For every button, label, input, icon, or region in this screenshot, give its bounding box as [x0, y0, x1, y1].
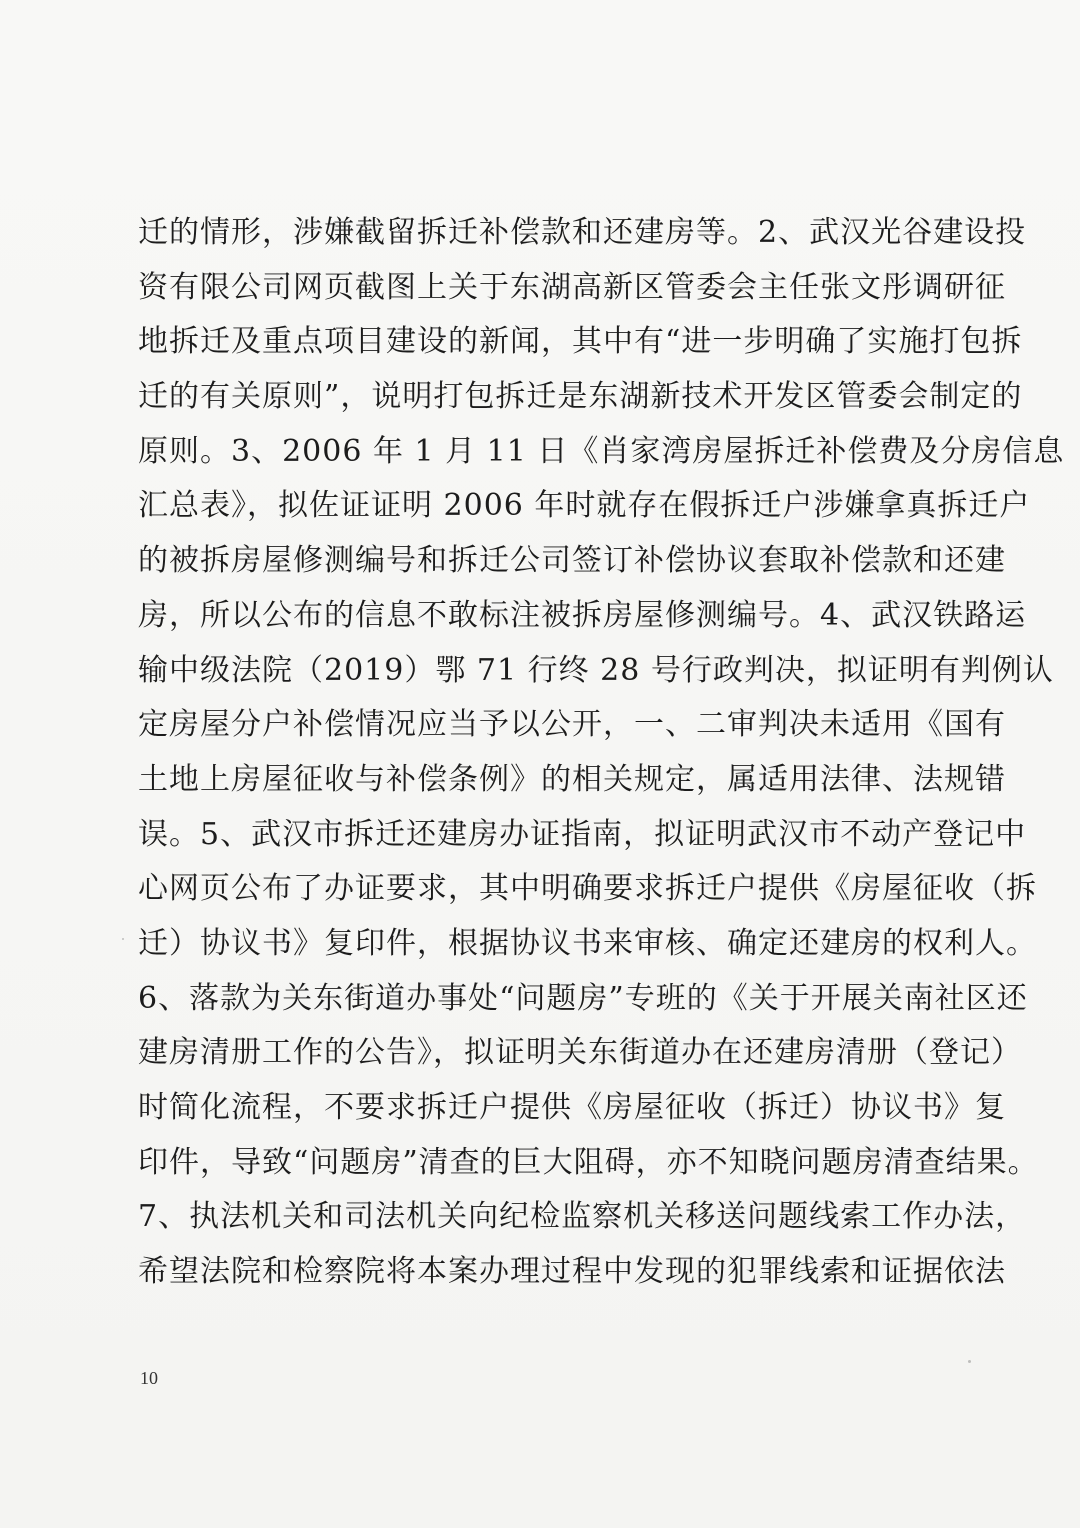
text-line: 输中级法院（2019）鄂 71 行终 28 号行政判决，拟证明有判例认 [138, 652, 1054, 688]
text-line: 迁的有关原则”，说明打包拆迁是东湖新技术开发区管委会制定的 [138, 379, 1023, 415]
text-line: 原则。3、2006 年 1 月 11 日《肖家湾房屋拆迁补偿费及分房信息 [138, 433, 1065, 469]
text-line: 土地上房屋征收与补偿条例》的相关规定，属适用法律、法规错 [138, 761, 1006, 797]
text-line: 印件，导致“问题房”清查的巨大阻碍，亦不知晓问题房清查结果。 [138, 1144, 1039, 1180]
scan-speck [968, 1360, 971, 1363]
text-line: 定房屋分户补偿情况应当予以公开，一、二审判决未适用《国有 [138, 707, 1006, 743]
body-text [138, 206, 1065, 1300]
text-line: 误。5、武汉市拆迁还建房办证指南，拟证明武汉市不动产登记中 [138, 816, 1027, 852]
scan-speck [122, 938, 124, 940]
text-line: 房，所以公布的信息不敢标注被拆房屋修测编号。4、武汉铁路运 [138, 597, 1027, 633]
text-line: 6、落款为关东街道办事处“问题房”专班的《关于开展关南社区还 [138, 980, 1028, 1016]
text-line: 的被拆房屋修测编号和拆迁公司签订补偿协议套取补偿款和还建 [138, 543, 1006, 579]
text-line: 地拆迁及重点项目建设的新闻，其中有“进一步明确了实施打包拆 [138, 324, 1023, 360]
text-line: 心网页公布了办证要求，其中明确要求拆迁户提供《房屋征收（拆 [138, 871, 1037, 907]
text-line: 迁的情形，涉嫌截留拆迁补偿款和还建房等。2、武汉光谷建设投 [138, 215, 1027, 250]
text-line: 7、执法机关和司法机关向纪检监察机关移送问题线索工作办法， [138, 1199, 1027, 1235]
page-number: 10 [140, 1368, 158, 1388]
text-line: 希望法院和检察院将本案办理过程中发现的犯罪线索和证据依法 [138, 1254, 1006, 1290]
text-line: 迁）协议书》复印件，根据协议书来审核、确定还建房的权利人。 [138, 925, 1037, 961]
text-line: 汇总表》，拟佐证证明 2006 年时就存在假拆迁户涉嫌拿真拆迁户 [138, 488, 1031, 524]
text-line: 建房清册工作的公告》，拟证明关东街道办在还建房清册（登记） [138, 1035, 1022, 1071]
text-line: 时简化流程，不要求拆迁户提供《房屋征收（拆迁）协议书》复 [138, 1090, 1006, 1125]
text-line: 资有限公司网页截图上关于东湖高新区管委会主任张文彤调研征 [138, 269, 1006, 305]
